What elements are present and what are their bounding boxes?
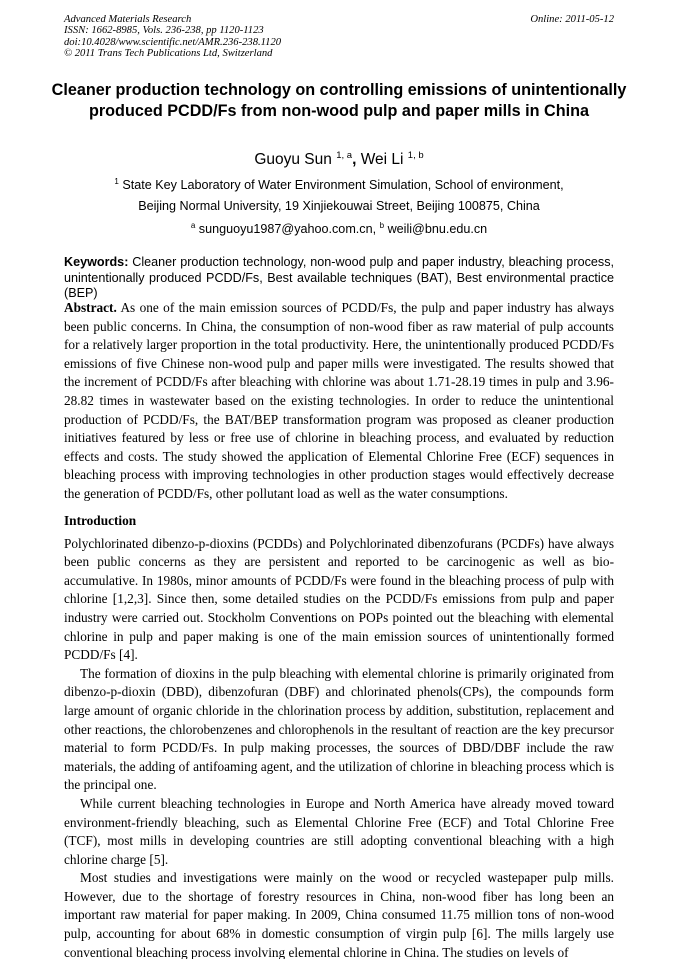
abstract [64, 299, 614, 504]
affiliation-line [0, 177, 678, 192]
issn: ISSN: 1662-8985, Vols. 236-238, pp 1120-1123 [64, 25, 264, 37]
email-link[interactable]: weili@bnu.edu.cn [387, 222, 488, 237]
author-separator: , [352, 151, 361, 169]
paragraph: Polychlorinated dibenzo-p-dioxins (PCDDs) and Polychlorinated dibenzofurans (PCDFs) have always been public concerns as they are persistent and reported to be carcinogenic as well as bio-accumulative. In 1980s, minor amounts of PCDD/Fs were found in the bleaching process of pulp with chlorine [1,2,3]. Since then, some detailed studies on the PCDD/Fs emissions from pulp and paper industry were carried out. Stockholm Conventions on POPs pointed out the bleaching with elemental chlorine in pulp and paper making is one of the main emission sources of unintentionally formed PCDD/Fs [4]. [64, 535, 614, 663]
online-date: Online: 2011-05-12 [530, 14, 614, 25]
introduction-section [64, 512, 614, 959]
paragraph: The formation of dioxins in the pulp bleaching with elemental chlorine is primarily originated from dibenzo-p-dioxin (DBD), dibenzofuran (DBF) and chlorinated phenols(CPs), the compounds form large amount of organic chloride in the chlorination process by addition, substitution, replacement and other reactions, the chlorobenzenes and chlorophenols in the resultant of reaction are the key precursor material to form PCDD/Fs. In pulp making processes, the sources of DBD/DBF include the raw materials, the adding of antifoaming agent, and the utilization of chlorine in bleaching process which is the principal one. [64, 665, 614, 793]
author-name: Guoyu Sun [254, 151, 332, 169]
paragraph: Most studies and investigations were mainly on the wood or recycled wastepaper pulp mills. However, due to the shortage of forestry resources in China, non-wood fiber has long been an important raw material for paper making. In 2009, China consumed 11.75 million tons of non-wood pulp, accounting for about 68% in domestic consumption of virgin pulp [6]. The mills largely use conventional bleaching process involving elemental chlorine in China. The studies on levels of [64, 870, 614, 959]
author-name: Wei Li [360, 151, 404, 169]
copyright: © 2011 Trans Tech Publications Ltd, Switzerland [64, 48, 273, 60]
emails [0, 221, 678, 236]
affiliation-line: Beijing Normal University, 19 Xinjiekouwai Street, Beijing 100875, China [138, 199, 540, 213]
doi: doi:10.4028/www.scientific.net/AMR.236-238.1120 [64, 36, 282, 48]
keywords-label: Keywords: [64, 255, 129, 269]
paragraph: While current bleaching technologies in Europe and North America have already moved toward environment-friendly bleaching, such as Elemental Chlorine Free (ECF) and Total Chlorine Free (TCF), most mills in developing countries are still adopting conventional bleaching with a high chlorine charge [5]. [64, 795, 614, 867]
keywords-text: Cleaner production technology, non-wood pulp and paper industry, bleaching process, unintentionally produced PCDD/Fs, Best available techniques (BAT), Best environmental practice (BEP) [64, 255, 615, 300]
email-sup: a [190, 221, 196, 230]
journal-name: Advanced Materials Research [64, 14, 192, 25]
email-link[interactable]: sunguoyu1987@yahoo.com.cn, [198, 222, 377, 237]
author-sup: 1, a [336, 150, 353, 161]
aff-sup: 1 [114, 177, 119, 186]
email-sup: b [379, 221, 385, 230]
abstract-text: As one of the main emission sources of PCDD/Fs, the pulp and paper industry has always been public concerns. In China, the consumption of non-wood fiber as raw material of pulp accounts for a relatively larger proportion in the total productivity. Here, the unintentionally produced PCDD/Fs emissions of five Chinese non-wood pulp and paper mills were investigated. The results showed that the increment of PCDD/Fs after bleaching with chlorine was about 1.71-28.19 times in pulp and 3.96-28.82 times in wastewater based on the existing technologies. In order to reduce the unintentional production of PCDD/Fs, the BAT/BEP transformation program was proposed as cleaner production initiatives featured by less or free use of chlorine in bleaching process, and evaluated by reduction effects and costs. The study showed the application of Elemental Chlorine Free (ECF) sequences in bleaching process with improving technologies in other production stages would effectively decrease the generation of PCDD/Fs, other pollutant load as well as the water consumptions. [64, 300, 614, 501]
author-sup: 1, b [407, 150, 424, 161]
section-heading: Introduction [64, 513, 137, 528]
journal-header [64, 14, 281, 60]
paper-title: Cleaner production technology on controlling emissions of unintentionally produced PCDD/Fs from non-wood pulp and paper mills in China [51, 81, 627, 120]
aff-text: State Key Laboratory of Water Environment Simulation, School of environment, [122, 178, 564, 193]
abstract-label: Abstract. [64, 300, 117, 315]
authors [0, 150, 678, 169]
keywords [64, 255, 614, 302]
